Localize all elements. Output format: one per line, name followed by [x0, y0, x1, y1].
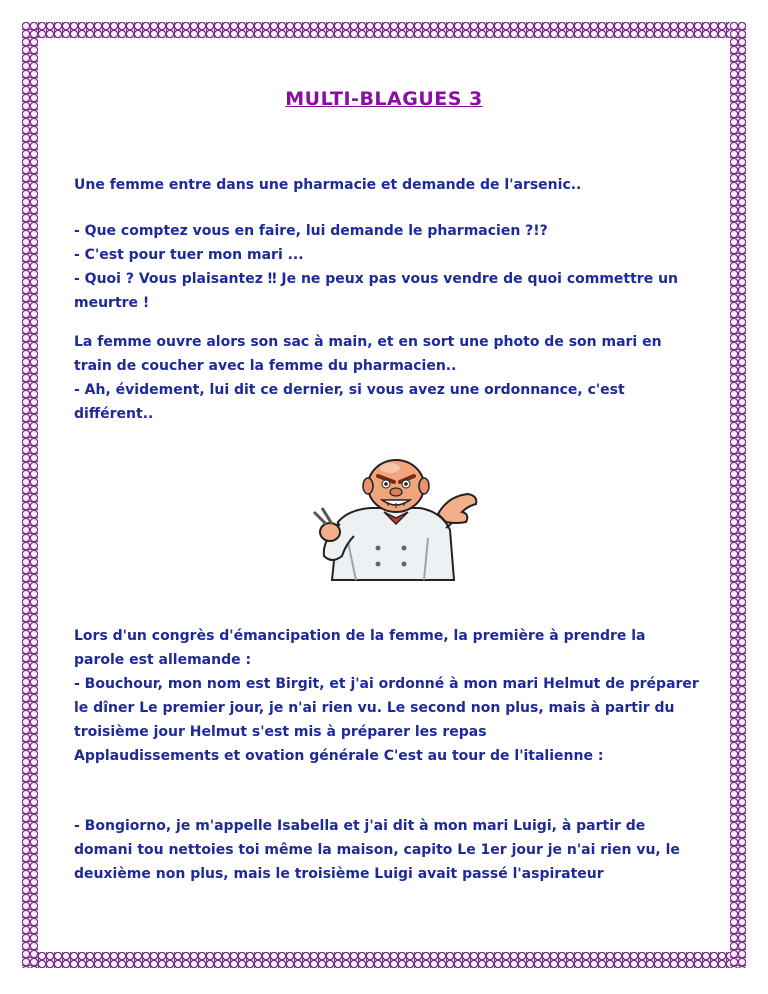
joke2-line: - Bouchour, mon nom est Birgit, et j'ai ordonné à mon mari Helmut de préparer le dîner Le premier jour, je n'ai rien vu. Le second non plus, mais à partir du troisième jour Helmut s'est mis à préparer les repas [74, 676, 699, 740]
joke1-intro-text: Une femme entre dans une pharmacie et demande de l'arsenic.. [74, 177, 582, 193]
pharmacist-cartoon-icon [308, 452, 480, 582]
joke2-ending [74, 814, 699, 886]
decorative-border-left [22, 22, 38, 968]
dialogue-line: - Que comptez vous en faire, lui demande le pharmacien ?!? [74, 223, 548, 239]
joke2-body [74, 624, 699, 768]
ending-line: - Ah, évidement, lui dit ce dernier, si vous avez une ordonnance, c'est différent.. [74, 382, 625, 422]
dialogue-line: - C'est pour tuer mon mari ... [74, 247, 304, 263]
decorative-border-right [730, 22, 746, 968]
page-title: MULTI-BLAGUES 3 [285, 88, 483, 110]
joke2-line: Lors d'un congrès d'émancipation de la femme, la première à prendre la parole est allemande : [74, 628, 646, 668]
ending-line: La femme ouvre alors son sac à main, et en sort une photo de son mari en train de coucher avec la femme du pharmacien.. [74, 334, 662, 374]
joke1-dialogue [74, 219, 699, 315]
dialogue-line: - Quoi ? Vous plaisantez ‼ Je ne peux pas vous vendre de quoi commettre un meurtre ! [74, 271, 679, 311]
joke2-line: Applaudissements et ovation générale C'est au tour de l'italienne : [74, 748, 604, 764]
joke1-intro [74, 173, 699, 197]
joke2-ending-text: - Bongiorno, je m'appelle Isabella et j'ai dit à mon mari Luigi, à partir de domani tou nettoies toi même la maison, capito Le 1er jour je n'ai rien vu, le deuxième non plus, mais le troisième Luigi avait passé l'aspirateur [74, 818, 680, 882]
decorative-border-bottom [22, 952, 746, 968]
joke1-ending [74, 330, 699, 426]
decorative-border-top [22, 22, 746, 38]
